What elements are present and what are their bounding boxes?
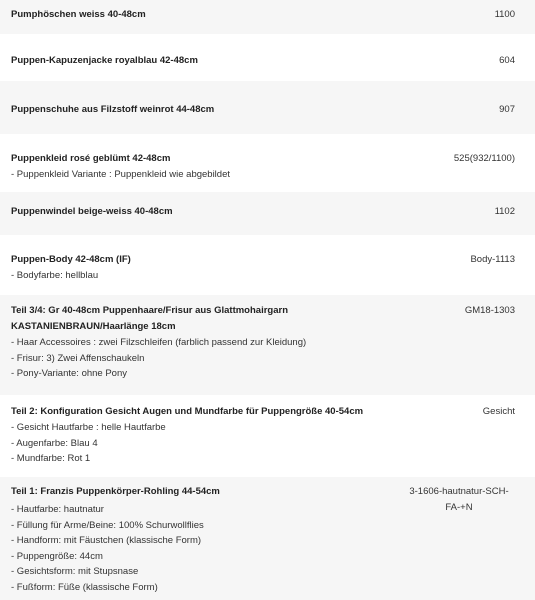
- item-info: [11, 102, 487, 118]
- order-item-row: [0, 395, 535, 477]
- item-sku: 3-1606-hautnatur-SCH-FA-+N: [409, 486, 509, 513]
- order-item-row: [0, 235, 535, 295]
- order-item-row: [0, 192, 535, 235]
- item-option: - Bodyfarbe: hellblau: [11, 270, 99, 281]
- item-name: Pumphöschen weiss 40-48cm: [11, 9, 146, 20]
- order-item-row: [0, 34, 535, 81]
- order-item-row: [0, 134, 535, 192]
- item-option: - Puppengröße: 44cm: [11, 550, 103, 562]
- item-option: - Mundfarbe: Rot 1: [11, 453, 91, 464]
- order-item-row: [0, 81, 535, 134]
- item-sku: Gesicht: [482, 406, 515, 417]
- item-name: Puppenkleid rosé geblümt 42-48cm: [11, 153, 171, 164]
- item-name: Puppen-Body 42-48cm (IF): [11, 254, 131, 265]
- item-option: - Frisur: 3) Zwei Affenschaukeln: [11, 352, 145, 364]
- item-name: Puppenwindel beige-weiss 40-48cm: [11, 206, 173, 217]
- item-info: [11, 151, 442, 183]
- item-option: - Handform: mit Fäustchen (klassische Form): [11, 535, 202, 546]
- item-option: - Haar Accessoires : zwei Filzschleifen (farblich passend zur Kleidung): [11, 337, 307, 348]
- order-item-row: [0, 295, 535, 395]
- order-item-row: [0, 0, 535, 34]
- order-item-row: [0, 477, 535, 600]
- item-option: - Gesichtsform: mit Stupsnase: [11, 566, 139, 577]
- item-info: [11, 204, 483, 220]
- item-name: Teil 2: Konfiguration Gesicht Augen und Mundfarbe für Puppengröße 40-54cm: [11, 406, 364, 417]
- item-option: - Pony-Variante: ohne Pony: [11, 368, 128, 379]
- item-info: [11, 53, 487, 69]
- item-option: - Augenfarbe: Blau 4: [11, 437, 98, 449]
- item-sku: 1102: [494, 206, 515, 217]
- item-name: Teil 3/4: Gr 40-48cm Puppenhaare/Frisur aus Glattmohairgarn KASTANIENBRAUN/Haarlänge 18cm: [11, 305, 288, 332]
- item-sku: GM18-1303: [464, 305, 515, 316]
- item-option: - Fußform: Füße (klassische Form): [11, 581, 158, 593]
- item-sku: Body-1113: [470, 254, 515, 265]
- item-info: [11, 303, 453, 382]
- item-info: [11, 404, 471, 467]
- item-info: [11, 484, 391, 595]
- item-sku: 525(932/1100): [453, 153, 515, 164]
- item-option: - Füllung für Arme/Beine: 100% Schurwollflies: [11, 519, 204, 531]
- item-info: [11, 252, 458, 284]
- item-option: - Hautfarbe: hautnatur: [11, 504, 104, 515]
- item-name: Puppen-Kapuzenjacke royalblau 42-48cm: [11, 55, 198, 66]
- item-sku: 907: [499, 104, 515, 115]
- item-name: Teil 1: Franzis Puppenkörper-Rohling 44-54cm: [11, 486, 220, 497]
- item-option: - Gesicht Hautfarbe : helle Hautfarbe: [11, 422, 166, 433]
- item-info: [11, 7, 483, 23]
- item-option: - Puppenkleid Variante : Puppenkleid wie abgebildet: [11, 169, 231, 180]
- item-name: Puppenschuhe aus Filzstoff weinrot 44-48cm: [11, 104, 215, 115]
- item-sku: 604: [499, 55, 515, 66]
- item-sku: 1100: [494, 9, 515, 20]
